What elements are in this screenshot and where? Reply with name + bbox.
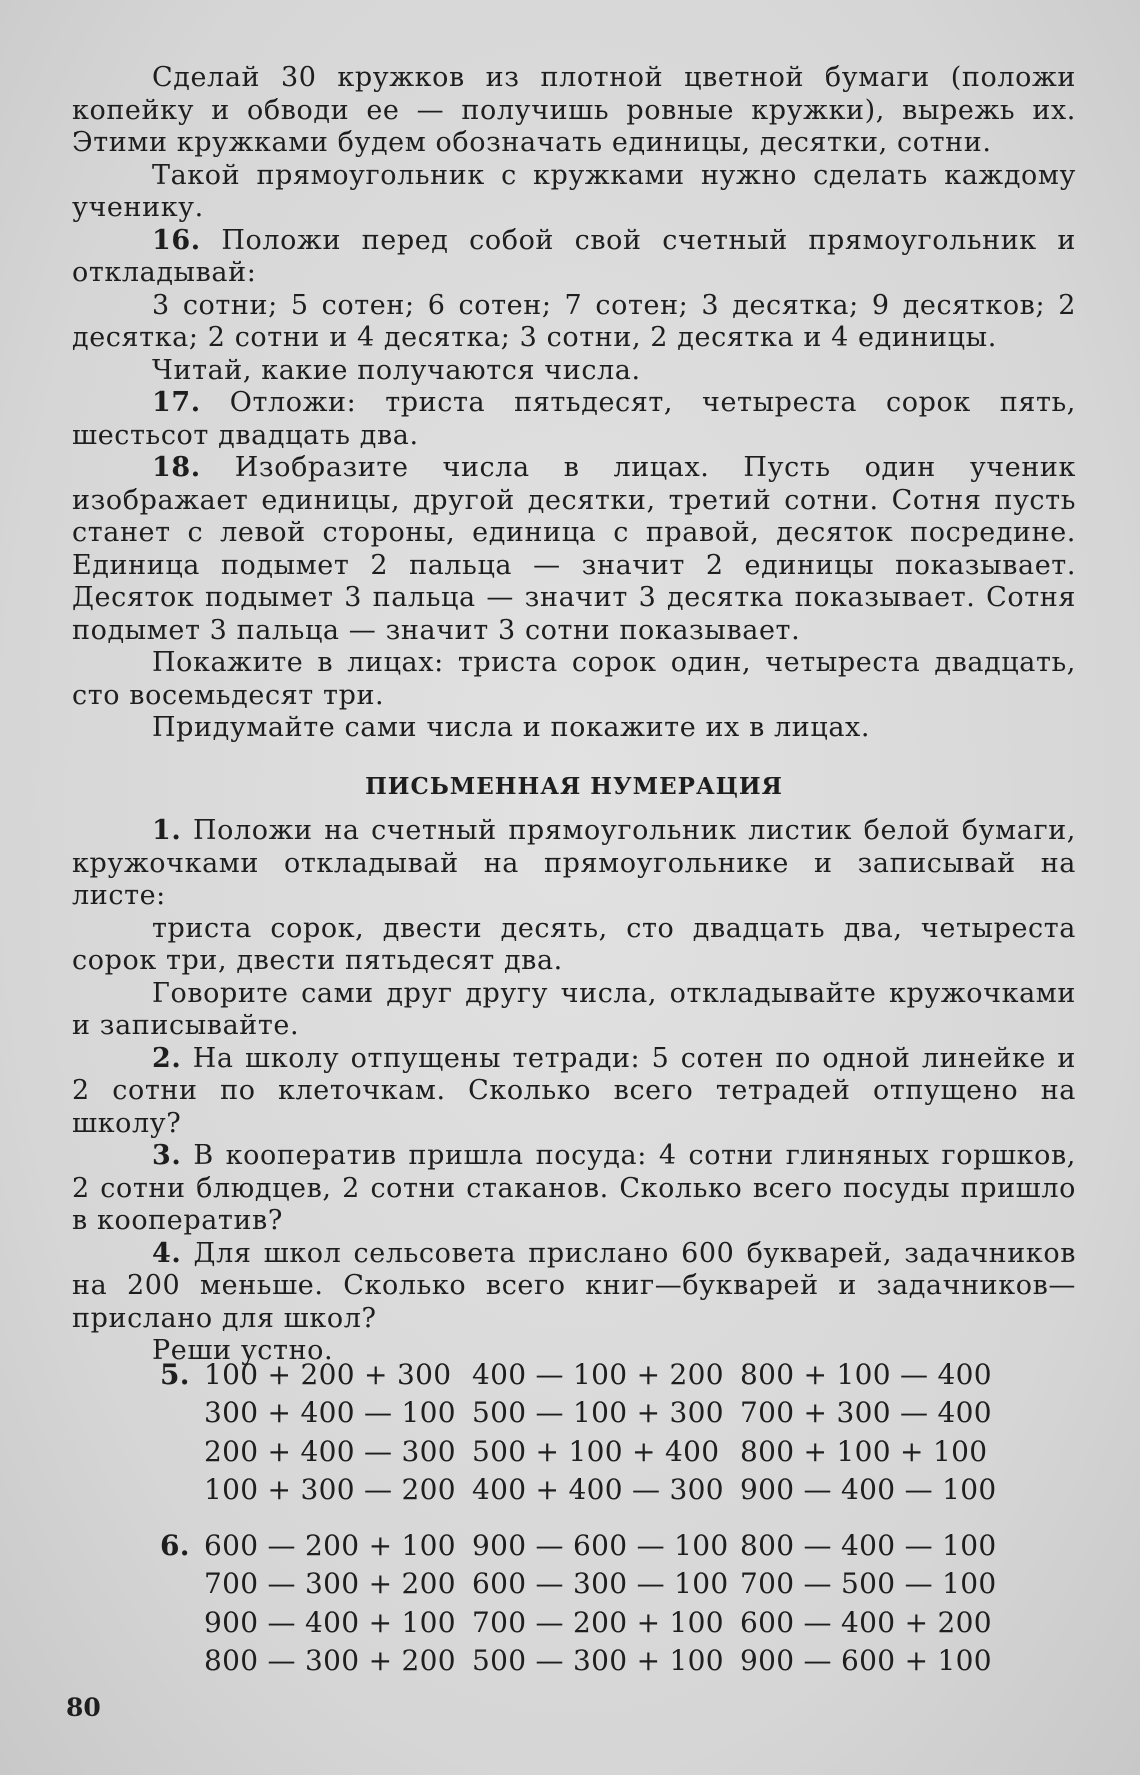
paragraph [72, 1238, 1076, 1336]
exercise-number: 4. [152, 1237, 182, 1269]
math-expression: 800 — 400 — 100 [740, 1528, 997, 1562]
exercise-number: 2. [152, 1042, 182, 1074]
math-expression: 900 — 400 + 100 [204, 1605, 456, 1639]
exercise-number: 18. [152, 452, 201, 483]
paragraph-text: Такой прямоугольник с кружками нужно сделать каждому ученику. [72, 159, 1076, 223]
paragraph-text: Сделай 30 кружков из плотной цветной бумаги (положи копейку и обводи ее — получишь ровные кружки), вырежь их. Этими кружками будем обозначать единицы, десятки, сотни. [72, 62, 1076, 158]
math-row [160, 1603, 1020, 1642]
paragraph [72, 452, 1076, 647]
paragraph-text: Читай, какие получаются числа. [152, 354, 641, 386]
section-heading: ПИСЬМЕННАЯ НУМЕРАЦИЯ [365, 772, 783, 800]
math-expression: 800 — 300 + 200 [204, 1644, 456, 1678]
paragraph-text: Придумайте сами числа и покажите их в лицах. [152, 712, 871, 743]
exercise-number: 1. [152, 815, 182, 846]
math-expression: 600 — 300 — 100 [472, 1567, 729, 1601]
paragraph [72, 355, 1076, 388]
math-expression: 900 — 400 — 100 [740, 1473, 997, 1507]
math-expression: 900 — 600 — 100 [472, 1528, 729, 1562]
exercise-label: 5. [160, 1357, 190, 1391]
paragraph-text: В кооператив пришла посуда: 4 сотни глиняных горшков, 2 сотни блюдцев, 2 сотни стаканов. Сколько всего посуды пришло в кооператив? [72, 1140, 1076, 1236]
paragraph [72, 290, 1076, 355]
math-expression: 100 + 200 + 300 [204, 1357, 452, 1391]
paragraph-text: 3 сотни; 5 сотен; 6 сотен; 7 сотен; 3 десятка; 9 десятков; 2 десятка; 2 сотни и 4 десятка; 3 сотни, 2 десятка и 4 единицы. [72, 289, 1076, 353]
paragraph-text: Отложи: триста пятьдесят, четыреста сорок пять, шестьсот двадцать два. [72, 387, 1076, 451]
math-expression: 800 + 100 — 400 [740, 1357, 992, 1391]
paragraph-text: Положи перед собой свой счетный прямоугольник и откладывай: [72, 224, 1076, 288]
math-expression: 600 — 400 + 200 [740, 1605, 992, 1639]
paragraph [72, 712, 1076, 745]
paragraph-text: Изобразите числа в лицах. Пусть один ученик изображает единицы, другой десятки, третий сотни. Сотня пусть станет с левой стороны, единица с правой, десяток посредине. Единица подымет 2 пальца — значит 2 единицы показывает. Десяток подымет 3 пальца — значит 3 десятка показывает. Сотня подымет 3 пальца — значит 3 сотни показывает. [72, 452, 1076, 646]
math-row [160, 1526, 1020, 1565]
paragraph-text: Положи на счетный прямоугольник листик белой бумаги, кружочками откладывай на прямоугольнике и записывай на листе: [72, 815, 1076, 911]
paragraph-text: На школу отпущены тетради: 5 сотен по одной линейке и 2 сотни по клеточкам. Сколько всего тетрадей отпущено на школу? [72, 1042, 1076, 1139]
math-expression: 100 + 300 — 200 [204, 1473, 456, 1507]
math-row [160, 1394, 1020, 1433]
exercise-number: 16. [152, 224, 201, 256]
paragraph [72, 160, 1076, 225]
math-expression: 200 + 400 — 300 [204, 1434, 456, 1468]
math-expression: 800 + 100 + 100 [740, 1434, 988, 1468]
paragraph [72, 225, 1076, 290]
paragraph [72, 978, 1076, 1043]
math-row [160, 1642, 1020, 1681]
paragraph-text: Говорите сами друг другу числа, откладывайте кружочками и записывайте. [72, 977, 1076, 1041]
paragraph [72, 647, 1076, 712]
math-expression: 500 + 100 + 400 [472, 1434, 720, 1468]
paragraph-text: триста сорок, двести десять, сто двадцать два, четыреста сорок три, двести пятьдесят два. [72, 912, 1076, 976]
math-expression: 700 — 200 + 100 [472, 1605, 724, 1639]
math-row [160, 1471, 1020, 1510]
paragraph-text: Покажите в лицах: триста сорок один, четыреста двадцать, сто восемьдесят три. [72, 647, 1076, 711]
math-expression: 400 — 100 + 200 [472, 1357, 724, 1391]
math-expression: 700 — 300 + 200 [204, 1567, 456, 1601]
math-row [160, 1565, 1020, 1604]
paragraph [72, 815, 1076, 913]
math-expression: 400 + 400 — 300 [472, 1473, 724, 1507]
page-number: 80 [66, 1693, 101, 1722]
math-expression: 600 — 200 + 100 [204, 1528, 456, 1562]
exercise-5-grid [160, 1355, 1020, 1509]
paragraph-text: Для школ сельсовета прислано 600 букварей, задачников на 200 меньше. Сколько всего книг—букварей и задачников—прислано для школ? [72, 1237, 1076, 1334]
paragraph [72, 387, 1076, 452]
math-expression: 500 — 100 + 300 [472, 1396, 724, 1430]
math-row [160, 1432, 1020, 1471]
paragraph [72, 913, 1076, 978]
paragraph [72, 1140, 1076, 1238]
paragraph [72, 62, 1076, 160]
math-expression: 300 + 400 — 100 [204, 1396, 456, 1430]
main-text [72, 62, 1076, 1368]
exercise-label: 6. [160, 1528, 190, 1562]
paragraph-text: Реши устно. [152, 1335, 334, 1366]
exercise-6-grid [160, 1526, 1020, 1680]
math-expression: 700 — 500 — 100 [740, 1567, 997, 1601]
math-expression: 500 — 300 + 100 [472, 1644, 724, 1678]
paragraph [72, 1043, 1076, 1141]
exercise-number: 17. [152, 387, 201, 418]
math-row [160, 1355, 1020, 1394]
exercise-number: 3. [152, 1140, 182, 1171]
math-expression: 700 + 300 — 400 [740, 1396, 992, 1430]
math-expression: 900 — 600 + 100 [740, 1644, 992, 1678]
